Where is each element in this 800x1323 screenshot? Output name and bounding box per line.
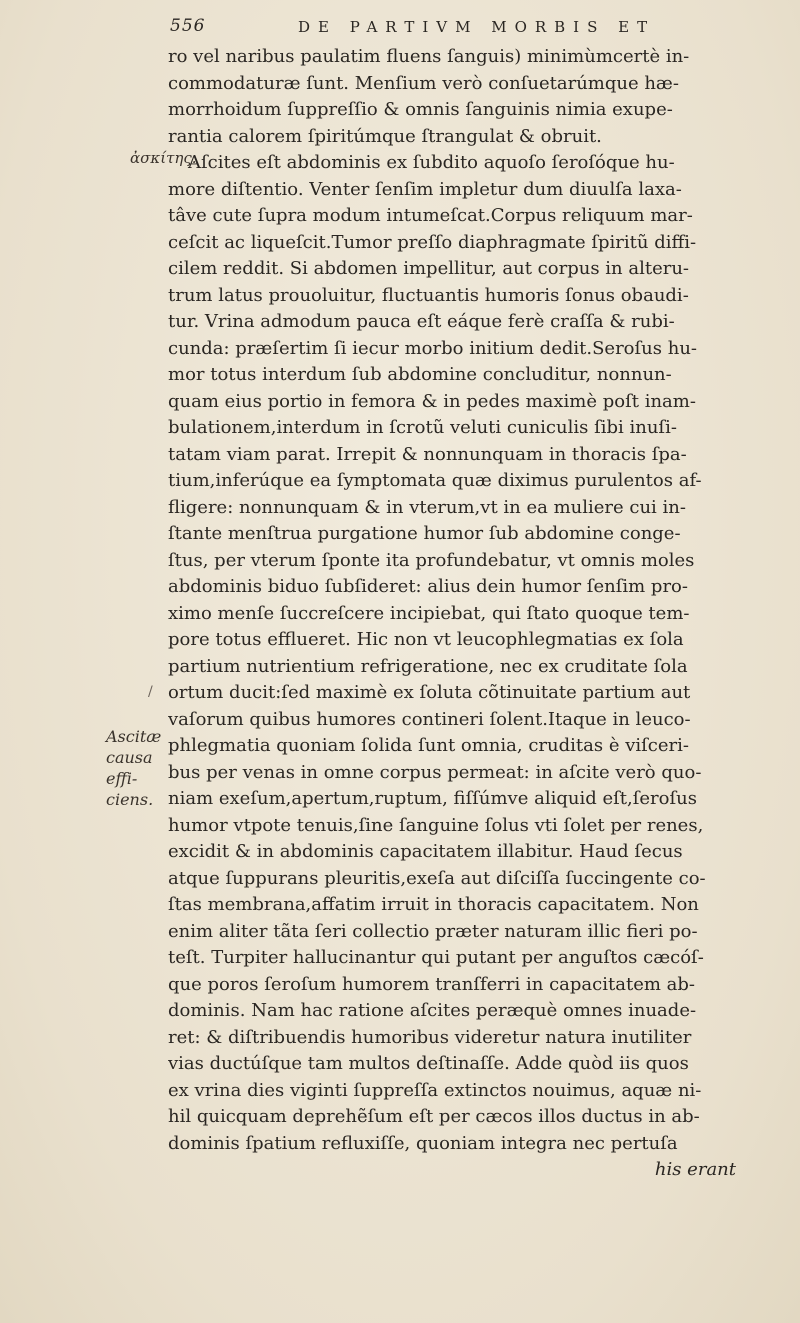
text-line: phlegmatia quoniam ſolida ſunt omnia, cruditas è viſceri- [168, 735, 689, 756]
text-line: tium,inferúque ea ſymptomata quæ diximus purulentos af- [168, 470, 702, 491]
text-line: ex vrina dies viginti ſuppreſſa extinctos nouimus, aquæ ni- [168, 1079, 702, 1101]
text-line: commodaturæ ſunt. Menſium verò conſuetarúmque hæ- [168, 72, 679, 94]
text-line: tatam viam parat. Irrepit & nonnunquam in thoracis ſpa- [168, 443, 687, 465]
text-line: trum latus prouoluitur, fluctuantis humoris ſonus obaudi- [168, 284, 689, 306]
text-line: teſt. Turpiter hallucinantur qui putant per anguſtos cæcóſ- [168, 947, 704, 968]
text-line: cilem reddit. Si abdomen impellitur, aut corpus in alteru- [168, 258, 689, 279]
margin-note-cause-line: Ascitæ [106, 727, 162, 746]
text-line: ſtas membrana,affatim irruit in thoracis capacitatem. Non [168, 894, 699, 915]
text-line: hil quicquam deprehẽſum eſt per cæcos illos ductus in ab- [168, 1106, 700, 1127]
text-line: Aſcites eſt abdominis ex ſubdito aquoſo ſeroſóque hu- [188, 152, 675, 173]
text-line: ret: & diſtribuendis humoribus videretur natura inutiliter [168, 1026, 692, 1048]
text-line: pore totus efflueret. Hic non vt leucophlegmatias ex ſola [168, 629, 684, 650]
running-head: DE PARTIVM MORBIS ET [298, 18, 656, 36]
text-line: fligere: nonnunquam & in vterum,vt in ea muliere cui in- [168, 496, 686, 518]
text-line: dominis. Nam hac ratione aſcites peræquè omnes inuade- [168, 1000, 697, 1021]
text-line: niam exeſum,apertum,ruptum, fiſſúmve aliquid eſt,ſeroſus [168, 788, 697, 809]
margin-note-cause [106, 726, 166, 810]
text-line: cunda: præſertim ſi iecur morbo initium dedit.Seroſus hu- [168, 337, 697, 359]
text-line: partium nutrientium refrigeratione, nec ex cruditate ſola [168, 655, 688, 677]
margin-mark: / [148, 684, 153, 700]
text-line: ortum ducit:ſed maximè ex ſoluta cõtinuitate partium aut [168, 682, 691, 703]
text-line: atque ſuppurans pleuritis,exeſa aut diſciſſa ſuccingente co- [168, 867, 706, 889]
text-line: excidit & in abdominis capacitatem illabitur. Haud ſecus [168, 841, 683, 862]
text-line: quam eius portio in femora & in pedes maximè poſt inam- [168, 390, 696, 412]
margin-note-cause-line: ciens. [106, 790, 154, 809]
margin-note-greek: ἀσκίτης. [130, 149, 197, 167]
text-line: mor totus interdum ſub abdomine concluditur, nonnun- [168, 364, 672, 385]
text-line: rantia calorem ſpiritúmque ſtrangulat & obruit. [168, 125, 602, 147]
margin-note-cause-line: causa effi- [106, 748, 153, 788]
text-line: ro vel naribus paulatim fluens ſanguis) minimùmcertè in- [168, 46, 690, 67]
text-line: ximo menſe ſuccreſcere incipiebat, qui ſtato quoque tem- [168, 602, 690, 624]
page-header [168, 16, 728, 42]
text-line: ceſcit ac liqueſcit.Tumor preſſo diaphragmate ſpiritũ diffi- [168, 231, 697, 253]
text-line: bus per venas in omne corpus permeat: in aſcite verò quo- [168, 761, 702, 783]
text-line: bulationem,interdum in ſcrotũ veluti cuniculis ſibi inuſi- [168, 417, 677, 438]
text-line: ſtus, per vterum ſponte ita profundebatur, vt omnis moles [168, 549, 695, 571]
catchword-line: his erant [654, 1159, 736, 1180]
text-line: more diſtentio. Venter ſenſim impletur dum diuulſa laxa- [168, 178, 682, 200]
text-line: que poros ſeroſum humorem tranſferri in capacitatem ab- [168, 973, 695, 995]
text-line: tâve cute ſupra modum intumeſcat.Corpus reliquum mar- [168, 205, 693, 226]
text-line: ſtante menſtrua purgatione humor ſub abdomine conge- [168, 523, 681, 544]
page-number: 556 [170, 16, 206, 36]
text-line: vaſorum quibus humores contineri ſolent.Itaque in leuco- [168, 708, 691, 730]
text-line: vias ductúſque tam multos deſtinaſſe. Adde quòd iis quos [168, 1053, 689, 1074]
text-line: tur. Vrina admodum pauca eſt eáque ferè craſſa & rubi- [168, 311, 675, 332]
body-text [168, 44, 748, 1184]
text-line: humor vtpote tenuis,ſine ſanguine ſolus vti ſolet per renes, [168, 814, 704, 836]
text-line: morrhoidum ſuppreſſio & omnis ſanguinis nimia exupe- [168, 99, 673, 120]
text-line: enim aliter tãta ſeri collectio præter naturam illic fieri po- [168, 920, 698, 942]
text-line: abdominis biduo ſubſideret: alius dein humor ſenſim pro- [168, 576, 688, 597]
text-line: dominis ſpatium refluxiſſe, quoniam integra nec pertuſa [168, 1132, 678, 1154]
